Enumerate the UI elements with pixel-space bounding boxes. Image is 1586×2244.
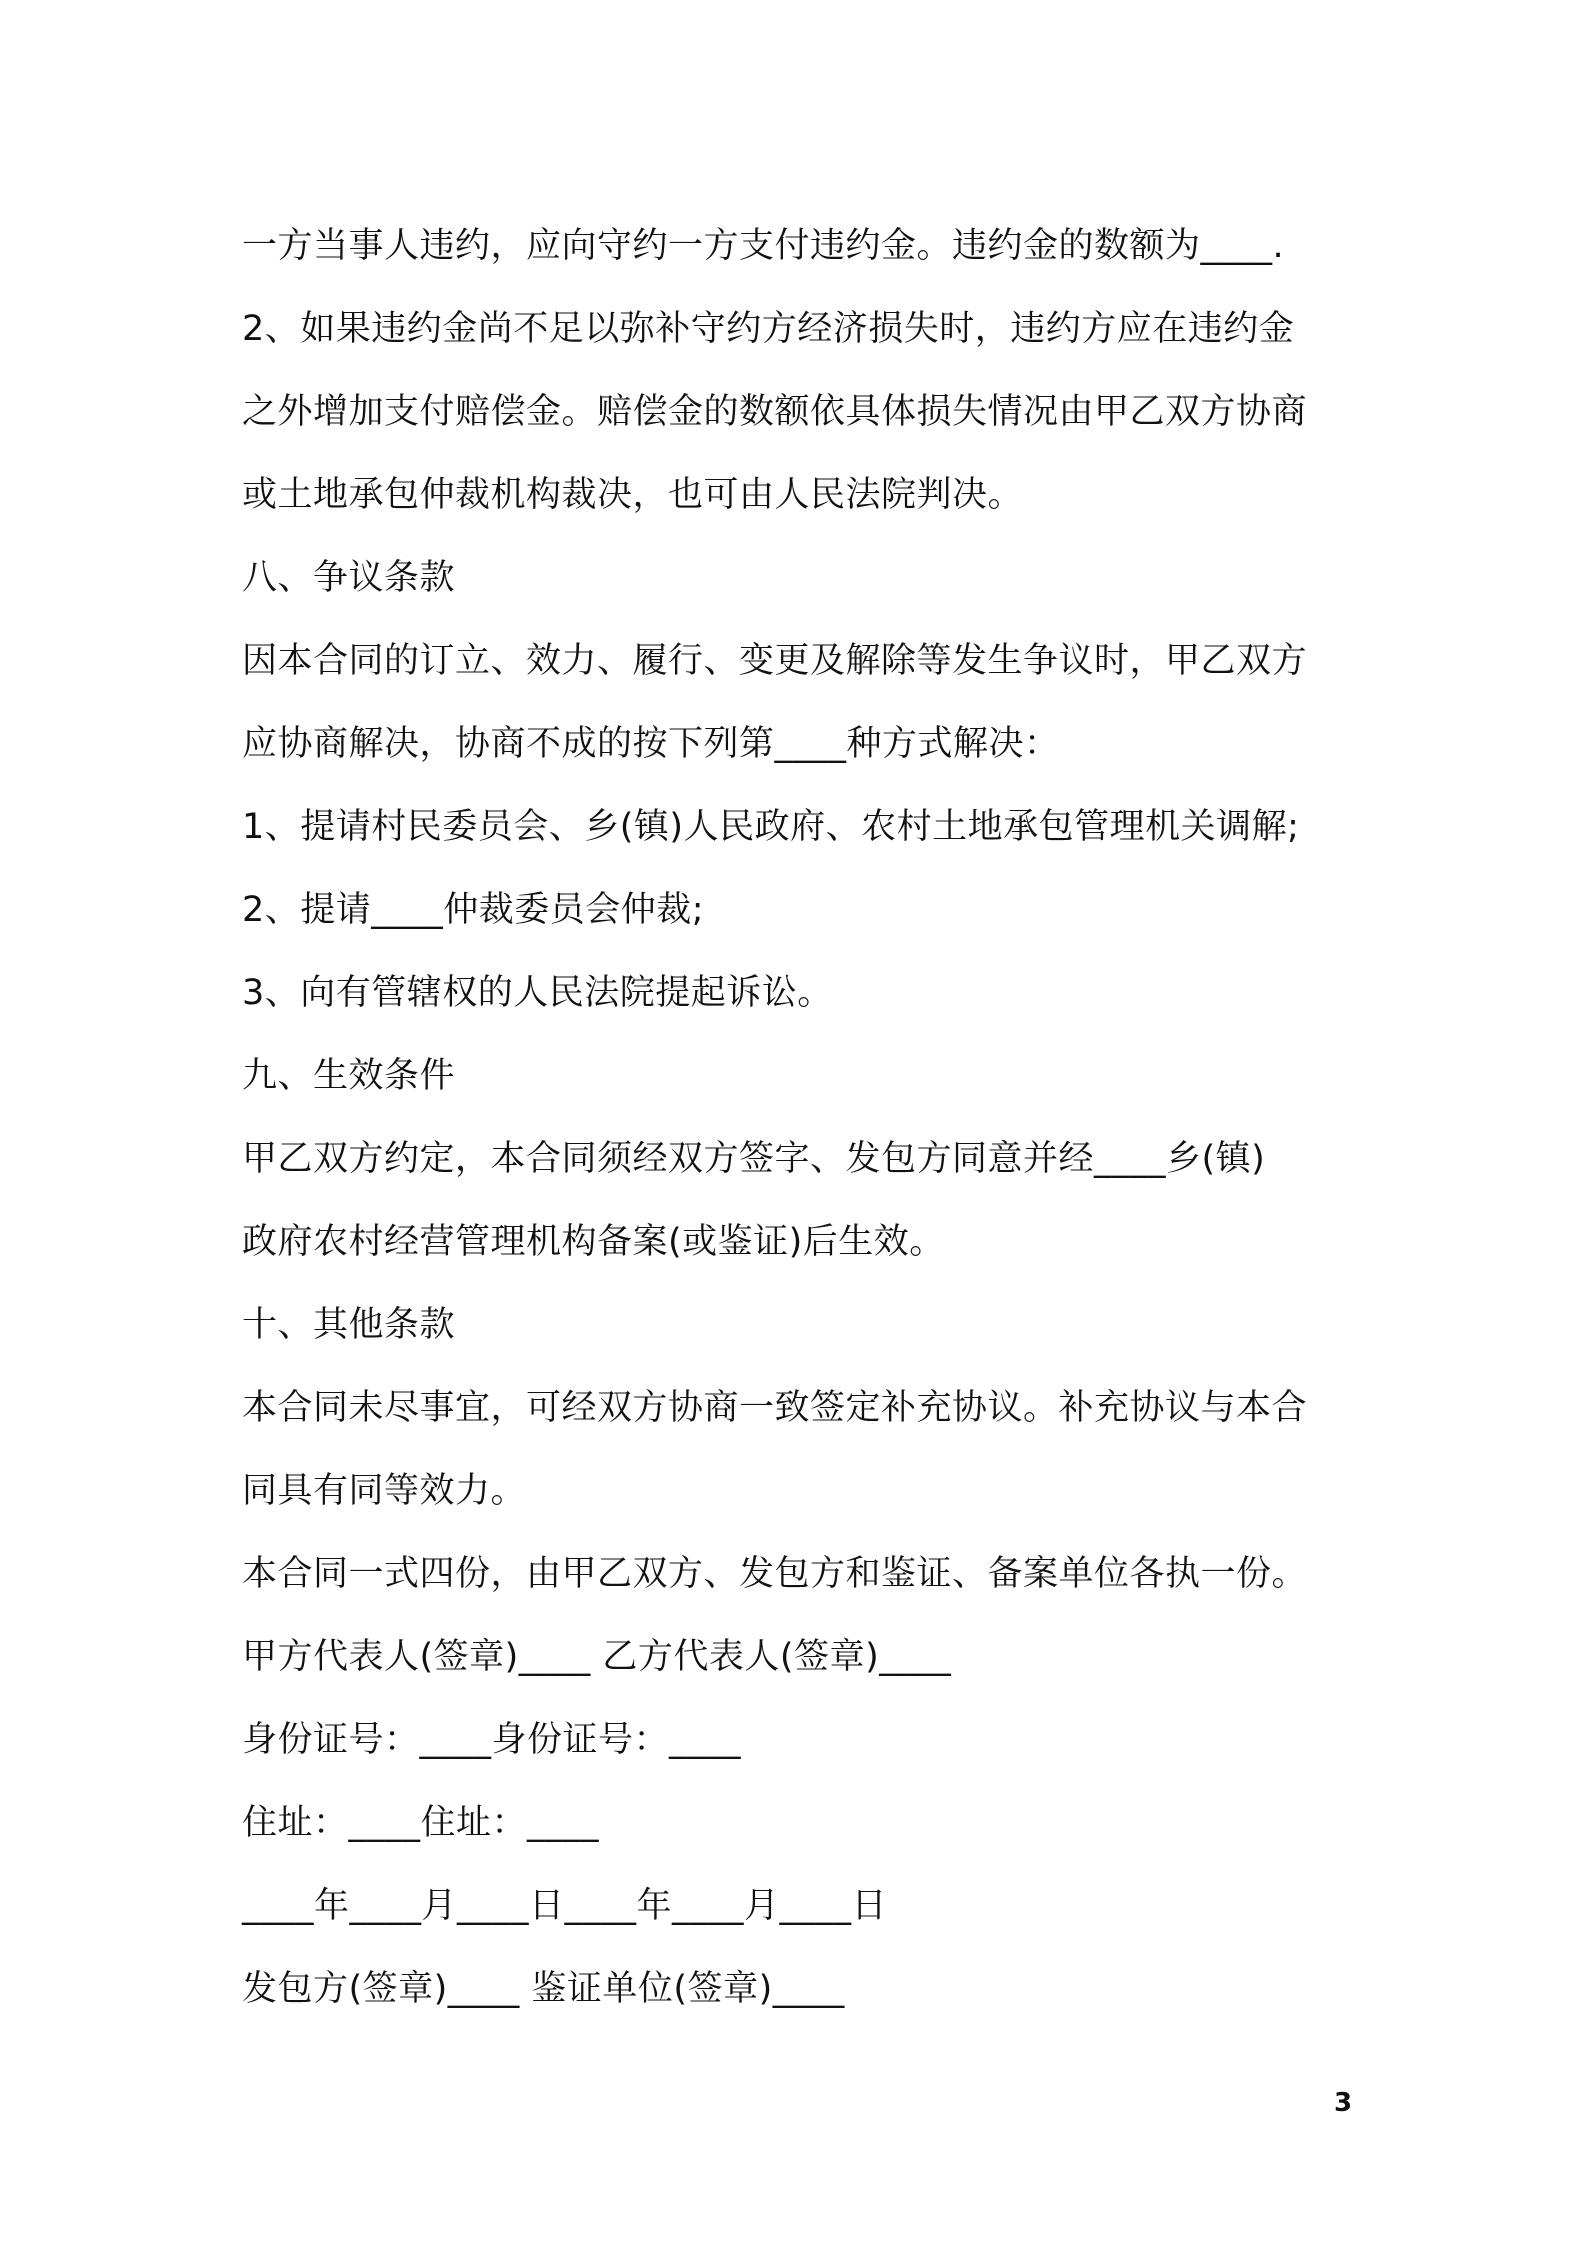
effect-clause-line-2: 政府农村经营管理机构备案(或鉴证)后生效。 [242,1222,945,1262]
dispute-option-3: 3、向有管辖权的人民法院提起诉讼。 [242,973,833,1013]
section-heading-other: 十、其他条款 [242,1305,456,1345]
dispute-option-1: 1、提请村民委员会、乡(镇)人民政府、农村土地承包管理机关调解; [242,807,1300,847]
dispute-clause-line-1: 因本合同的订立、效力、履行、变更及解除等发生争议时，甲乙双方 [242,641,1308,681]
contractor-certifier-signature-line: 发包方(签章)____ 鉴证单位(签章)____ [242,1969,845,2009]
other-clause-line-1: 本合同未尽事宜，可经双方协商一致签定补充协议。补充协议与本合 [242,1388,1308,1428]
dispute-option-2: 2、提请____仲裁委员会仲裁; [242,890,705,930]
compensation-clause-line-3: 或土地承包仲裁机构裁决，也可由人民法院判决。 [242,475,1024,515]
effect-clause-line-1: 甲乙双方约定，本合同须经双方签字、发包方同意并经____乡(镇) [242,1139,1266,1179]
breach-penalty-line: 一方当事人违约，应向守约一方支付违约金。违约金的数额为____. [242,226,1285,266]
id-number-line: 身份证号：____身份证号：____ [242,1720,742,1760]
address-line: 住址：____住址：____ [242,1803,600,1843]
compensation-clause-line-2: 之外增加支付赔偿金。赔偿金的数额依具体损失情况由甲乙双方协商 [242,392,1308,432]
dispute-clause-line-2: 应协商解决，协商不成的按下列第____种方式解决： [242,724,1060,764]
copies-clause-line: 本合同一式四份，由甲乙双方、发包方和鉴证、备案单位各执一份。 [242,1554,1308,1594]
compensation-clause-line-1: 2、如果违约金尚不足以弥补守约方经济损失时，违约方应在违约金 [242,309,1295,349]
date-line: ____年____月____日____年____月____日 [242,1886,888,1926]
section-heading-effect: 九、生效条件 [242,1056,456,1096]
signature-representatives-line: 甲方代表人(签章)____ 乙方代表人(签章)____ [242,1637,952,1677]
page-number: 3 [1334,2088,1353,2118]
document-body [242,205,1362,2031]
section-heading-dispute: 八、争议条款 [242,558,456,598]
other-clause-line-2: 同具有同等效力。 [242,1471,527,1511]
